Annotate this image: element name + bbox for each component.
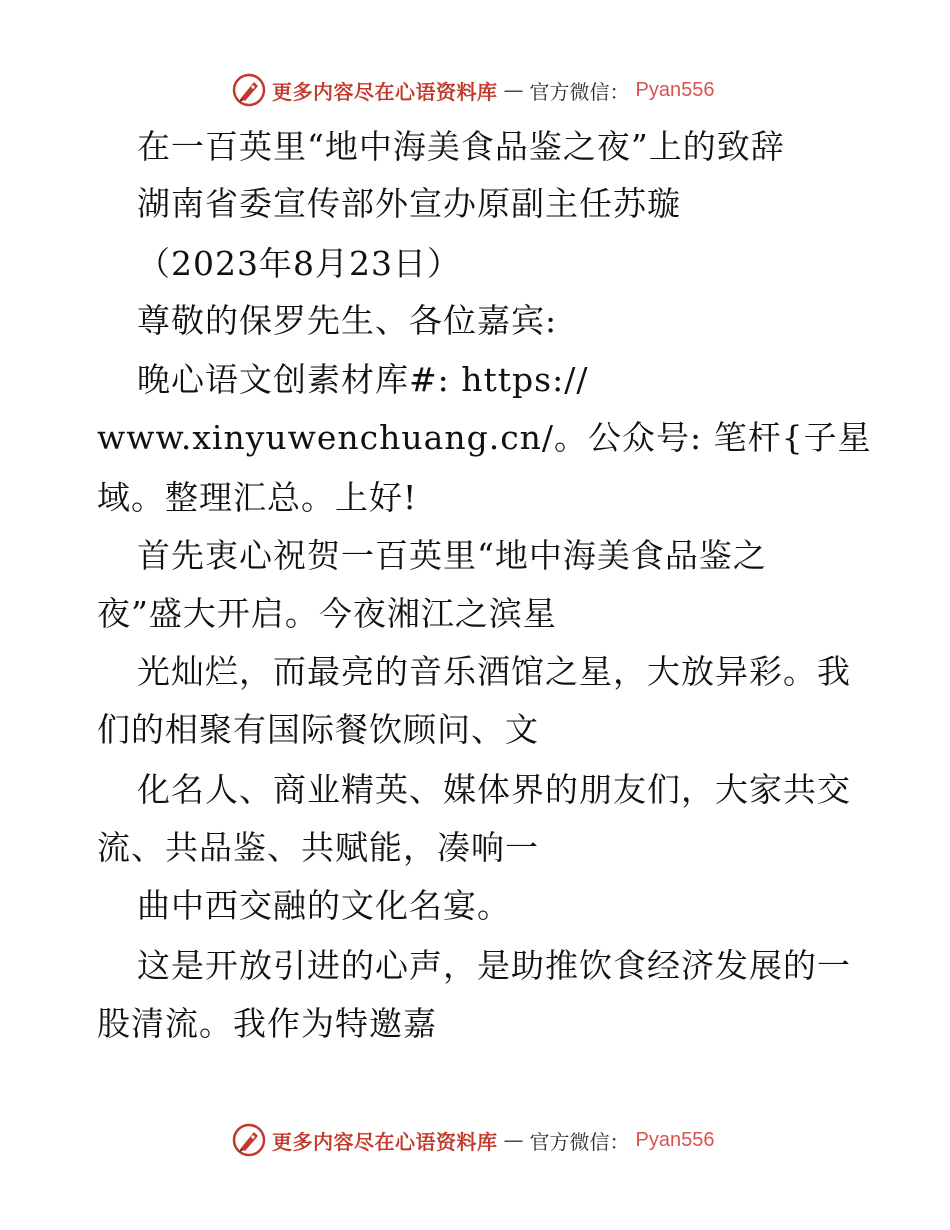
watermark-wechat-id: Pyan556 [635,78,715,101]
paragraph-line: 光灿烂，而最亮的音乐酒馆之星，大放异彩。我 [137,652,851,691]
document-date: （2023年8月23日） [137,244,461,283]
paragraph-line: 流、共品鉴、共赋能，凑响一 [97,828,539,867]
paragraph-line: 这是开放引进的心声，是助推饮食经济发展的一 [137,946,851,985]
watermark-dash: — [503,1128,524,1152]
watermark-wechat-id: Pyan556 [635,1128,715,1151]
paragraph-line: 们的相聚有国际餐饮顾问、文 [97,710,539,749]
paragraph-line: 首先衷心祝贺一百英里“地中海美食品鉴之 [137,536,767,575]
document-title: 在一百英里“地中海美食品鉴之夜”上的致辞 [137,127,785,166]
watermark-official-label: 官方微信： [529,1129,630,1154]
document-author: 湖南省委宣传部外宣办原副主任苏璇 [137,184,681,223]
paragraph-line: 域。整理汇总。上好! [97,478,418,517]
paragraph-line: 晚心语文创素材库#: https:// [137,360,589,399]
paragraph-line: 股清流。我作为特邀嘉 [97,1004,437,1043]
watermark-brand: 更多内容尽在心语资料库 [272,1129,498,1154]
watermark-brand: 更多内容尽在心语资料库 [272,79,498,104]
watermark-dash: — [503,78,524,102]
header-watermark [232,70,714,110]
pen-nib-logo-icon [232,1123,266,1157]
paragraph-line: 化名人、商业精英、媒体界的朋友们，大家共交 [137,770,851,809]
paragraph-line: 曲中西交融的文化名宴。 [137,886,511,925]
pen-nib-logo-icon [232,73,266,107]
footer-watermark [232,1120,714,1160]
watermark-official-label: 官方微信： [529,79,630,104]
paragraph-line: www.xinyuwenchuang.cn/。公众号: 笔杆{子星 [97,418,872,457]
paragraph-line: 夜”盛大开启。今夜湘江之滨星 [97,594,557,633]
document-salutation: 尊敬的保罗先生、各位嘉宾: [137,301,558,340]
